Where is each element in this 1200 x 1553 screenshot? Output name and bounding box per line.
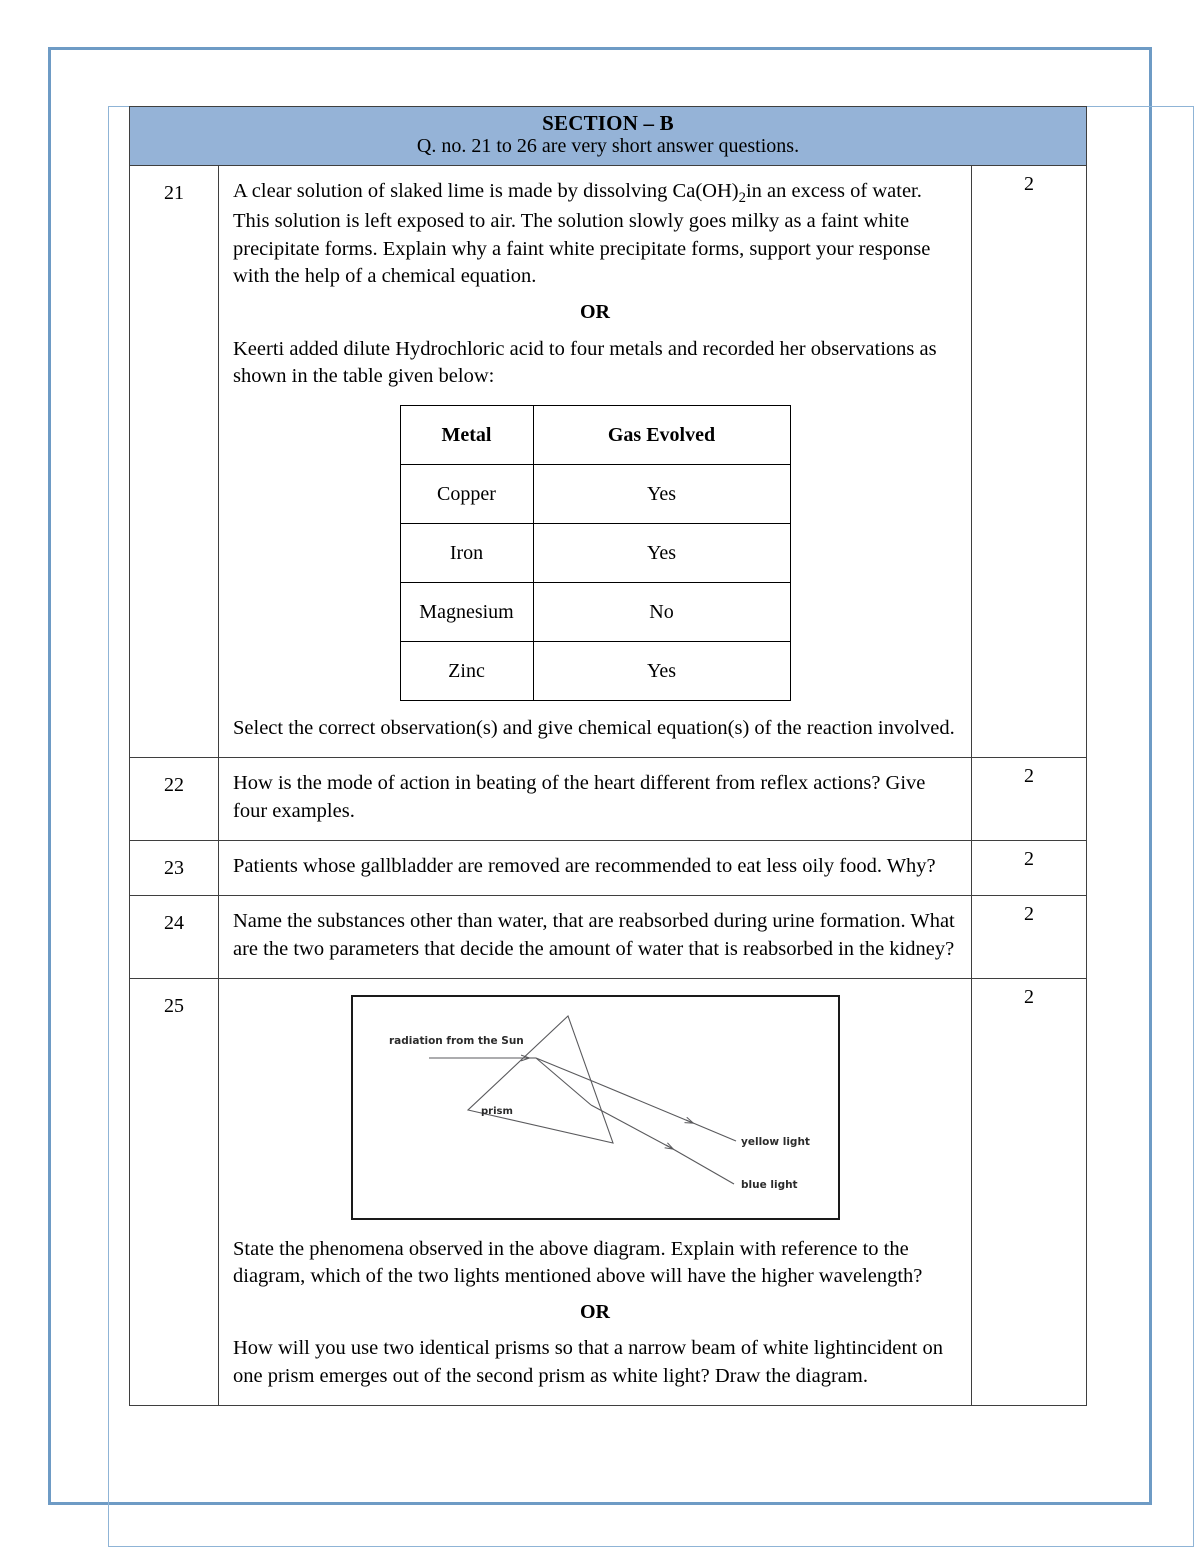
column-header-gas-evolved: Gas Evolved [533, 406, 790, 465]
cell-metal: Copper [400, 465, 533, 524]
question-row-21 [130, 166, 1086, 759]
cell-gas: Yes [533, 642, 790, 701]
internal-ray-blue [536, 1058, 591, 1105]
question-row-24 [130, 896, 1086, 979]
marks-value: 2 [1024, 765, 1034, 788]
prism-dispersion-diagram [351, 995, 840, 1220]
section-header [130, 107, 1086, 166]
question-number: 24 [130, 896, 219, 978]
table-row [400, 524, 790, 583]
question-21-statement [233, 178, 957, 292]
question-22-statement: How is the mode of action in beating of the heart different from reflex actions? Give four examples. [233, 772, 926, 823]
marks-value: 2 [1024, 847, 1034, 870]
table-row [400, 642, 790, 701]
marks-value: 2 [1024, 172, 1034, 195]
question-body [219, 841, 972, 895]
question-24-statement: Name the substances other than water, that are reabsorbed during urine formation. What are the two parameters that decide the amount of water that is reabsorbed in the kidney? [233, 909, 955, 960]
label-yellow-light: yellow light [740, 1135, 810, 1148]
question-body [219, 896, 972, 978]
question-23-statement: Patients whose gallbladder are removed are recommended to eat less oily food. Why? [233, 854, 936, 877]
question-body [219, 758, 972, 840]
cell-gas: Yes [533, 524, 790, 583]
question-row-25 [130, 979, 1086, 1406]
question-number: 25 [130, 979, 219, 1406]
emergent-ray-blue-tail [666, 1145, 734, 1184]
cell-metal: Iron [400, 524, 533, 583]
cell-metal: Zinc [400, 642, 533, 701]
question-row-22 [130, 758, 1086, 841]
table-header-row [400, 406, 790, 465]
question-number: 21 [130, 166, 219, 758]
q21-part1: A clear solution of slaked lime is made by dissolving Ca(OH) [233, 179, 739, 202]
question-number: 23 [130, 841, 219, 895]
emergent-ray-blue [591, 1105, 673, 1149]
metal-gas-table [400, 405, 791, 701]
label-radiation-from-sun: radiation from the Sun [388, 1034, 524, 1047]
label-prism: prism [480, 1105, 513, 1117]
emergent-ray-yellow-tail [686, 1120, 736, 1141]
q21-part2: in an excess of water. This solution is left exposed to air. The solution slowly goes milky as a faint white precipitate forms. Explain why a faint white precipitate forms, support your response with the help of a chemical equation. [233, 179, 931, 288]
question-row-23 [130, 841, 1086, 896]
metal-gas-table-wrapper [233, 405, 957, 701]
question-25-alternative: How will you use two identical prisms so that a narrow beam of white lightincident on one prism emerges out of the second prism as white light? Draw the diagram. [233, 1337, 943, 1388]
question-21-closing: Select the correct observation(s) and give chemical equation(s) of the reaction involved. [233, 717, 955, 740]
table-row [400, 583, 790, 642]
or-divider-21: OR [580, 301, 610, 324]
question-number: 22 [130, 758, 219, 840]
table-row [400, 465, 790, 524]
cell-metal: Magnesium [400, 583, 533, 642]
marks-value: 2 [1024, 902, 1034, 925]
column-header-metal: Metal [400, 406, 533, 465]
emergent-ray-yellow [597, 1083, 693, 1123]
label-blue-light: blue light [740, 1178, 798, 1191]
prism-figure-wrapper [233, 991, 957, 1230]
section-subtitle: Q. no. 21 to 26 are very short answer questions. [416, 135, 800, 158]
cell-gas: Yes [533, 465, 790, 524]
q21-subscript: 2 [738, 189, 746, 206]
question-body [219, 979, 972, 1406]
question-paper-table [129, 106, 1087, 1406]
cell-gas: No [533, 583, 790, 642]
question-21-alternative-intro: Keerti added dilute Hydrochloric acid to four metals and recorded her observations as shown in the table given below: [233, 337, 937, 388]
prism-diagram-svg [353, 997, 838, 1218]
marks-value: 2 [1024, 985, 1034, 1008]
question-25-statement: State the phenomena observed in the above diagram. Explain with reference to the diagram, which of the two lights mentioned above will have the higher wavelength? [233, 1237, 923, 1288]
section-title: SECTION – B [542, 111, 674, 135]
question-body [219, 166, 972, 758]
or-divider-25: OR [580, 1301, 610, 1324]
